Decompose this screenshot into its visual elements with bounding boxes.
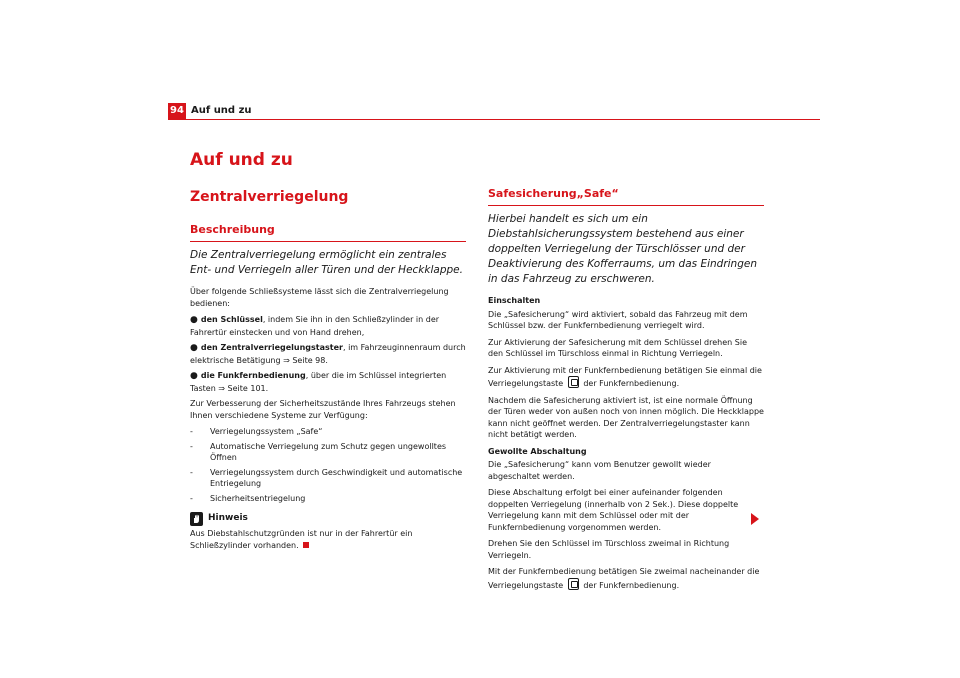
systems-list <box>190 426 466 504</box>
paragraph: Die „Safesicherung“ wird aktiviert, sobald das Fahrzeug mit dem Schlüssel bzw. der Funkfernbedienung verriegelt wird. <box>488 309 748 330</box>
paragraph: Diese Abschaltung erfolgt bei einer aufeinander folgenden doppelten Verriegelung (innerhalb von 2 Sek.). Diese doppelte Verriegelung kann mit dem Schlüssel oder mit der Funkfernbedienung vorgenommen werden. <box>488 488 739 532</box>
list-item: ● die Funkfernbedienung, über die im Schlüssel integrierten Tasten ⇒ Seite 101. <box>190 371 447 393</box>
subsection-heading-beschreibung: Beschreibung <box>190 222 466 242</box>
paragraph: Drehen Sie den Schlüssel im Türschloss zweimal in Richtung Verriegeln. <box>488 539 730 560</box>
lead-paragraph: Hierbei handelt es sich um ein Diebstahlsicherungssystem bestehend aus einer doppelten Verriegelung der Türschlösser und der Deaktivierung des Kofferraums, um das Eindringen in das Fahrzeug zu erschweren. <box>488 213 757 285</box>
page-header <box>168 103 820 119</box>
continue-arrow-icon <box>751 513 759 525</box>
systems-paragraph: Zur Verbesserung der Sicherheitszustände Ihres Fahrzeugs stehen Ihnen verschiedene Systeme zur Verfügung: <box>190 399 456 420</box>
list-item: ● den Zentralverriegelungstaster, im Fahrzeuginnenraum durch elektrische Betätigung ⇒ Seite 98. <box>190 343 466 365</box>
note-text: Aus Diebstahlschutzgründen ist nur in der Fahrertür ein Schließzylinder vorhanden. <box>190 529 413 550</box>
bullet-icon: ● <box>190 343 198 353</box>
gewollte-abschaltung-heading: Gewollte Abschaltung <box>488 446 587 456</box>
paragraph: Zur Aktivierung der Safesicherung mit dem Schlüssel drehen Sie den Schlüssel im Türschloss einmal in Richtung Verriegeln. <box>488 337 747 358</box>
bullet-icon: ● <box>190 371 198 381</box>
list-item: - Automatische Verriegelung zum Schutz gegen ungewolltes Öffnen <box>190 441 447 462</box>
left-column <box>190 222 466 556</box>
list-item: - Verriegelungssystem „Safe“ <box>190 427 323 436</box>
header-divider <box>168 119 820 120</box>
paragraph: Zur Aktivierung mit der Funkfernbedienung betätigen Sie einmal die Verriegelungstaste der Funkfernbedienung. <box>488 365 762 388</box>
list-item: ● den Schlüssel, indem Sie ihn in den Schließzylinder in der Fahrertür einstecken und von Hand drehen, <box>190 315 440 337</box>
paragraph: Nachdem die Safesicherung aktiviert ist, ist eine normale Öffnung der Türen weder von außen noch von innen möglich. Die Heckklappe kann nicht geöffnet werden. Der Zentralverriegelungstaster kann nicht betätigt werden. <box>488 395 764 439</box>
page-number: 94 <box>168 103 186 119</box>
chapter-title: Auf und zu <box>190 150 293 170</box>
note-heading <box>190 512 466 526</box>
lock-button-icon <box>568 376 579 388</box>
lead-paragraph: Die Zentralverriegelung ermöglicht ein zentrales Ent- und Verriegeln aller Türen und der Heckklappe. <box>190 249 463 276</box>
einschalten-heading: Einschalten <box>488 296 541 305</box>
note-hand-icon <box>190 512 203 526</box>
header-title: Auf und zu <box>191 105 252 116</box>
lock-button-icon <box>568 578 579 590</box>
intro-paragraph: Über folgende Schließsysteme lässt sich die Zentralverriegelung bedienen: <box>190 287 449 308</box>
note-label: Hinweis <box>208 513 248 524</box>
list-item: - Sicherheitsentriegelung <box>190 493 306 503</box>
right-column <box>488 186 764 596</box>
section-title: Zentralverriegelung <box>190 189 349 205</box>
subsection-heading-safe: Safesicherung„Safe“ <box>488 186 764 206</box>
end-square-icon <box>303 542 309 548</box>
bullet-icon: ● <box>190 315 198 325</box>
list-item: - Verriegelungssystem durch Geschwindigkeit und automatische Entriegelung <box>190 467 463 488</box>
paragraph: Die „Safesicherung“ kann vom Benutzer gewollt wieder abgeschaltet werden. <box>488 460 711 481</box>
paragraph: Mit der Funkfernbedienung betätigen Sie zweimal nacheinander die Verriegelungstaste der Funkfernbedienung. <box>488 567 760 590</box>
